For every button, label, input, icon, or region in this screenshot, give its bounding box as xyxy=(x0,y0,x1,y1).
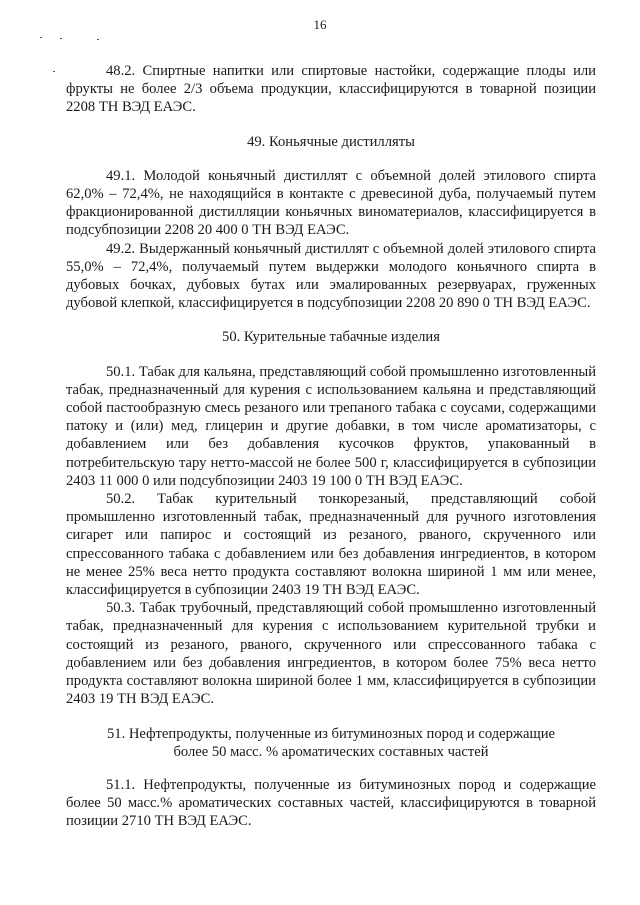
page-number: 16 xyxy=(313,17,327,32)
paragraph-49-1: 49.1. Молодой коньячный дистиллят с объемной долей этилового спирта 62,0% – 72,4%, не находящийся в контакте с древесиной дуба, получаемый путем фракционированной дистилляции коньячных виноматериалов, классифицируется в подсубпозиции 2208 20 400 0 ТН ВЭД ЕАЭС. xyxy=(66,167,596,239)
scan-speck xyxy=(60,38,62,39)
paragraph-49-2: 49.2. Выдержанный коньячный дистиллят с объемной долей этилового спирта 55,0% – 72,4%, получаемый путем выдержки молодого коньячного спирта в дубовых бочках, дубовых бутах или эмалированных резервуарах, груженных дубовой клепкой, классифицируется в подсубпозиции 2208 20 890 0 ТН ВЭД ЕАЭС. xyxy=(66,240,596,312)
scan-speck xyxy=(40,37,42,38)
paragraph-48-2: 48.2. Спиртные напитки или спиртовые настойки, содержащие плоды или фрукты не более 2/3 объема продукции, классифицируются в товарной позиции 2208 ТН ВЭД ЕАЭС. xyxy=(66,63,596,116)
scan-speck xyxy=(97,39,99,40)
paragraph-50-3: 50.3. Табак трубочный, представляющий собой промышленно изготовленный табак, предназначенный для курения с использованием курительной трубки и состоящий из резаного, рваного, скрученного или спрессованного табака с добавлением или без добавления ингредиентов, в котором более 75% веса нетто продукта составляют волокна шириной более 1 мм, классифицируется в субпозиции 2403 19 ТН ВЭД ЕАЭС. xyxy=(66,600,596,708)
section-heading-51-line-1: 51. Нефтепродукты, полученные из битуминозных пород и содержащие xyxy=(106,725,556,742)
scan-speck xyxy=(53,71,55,72)
paragraph-51-1: 51.1. Нефтепродукты, полученные из битуминозных пород и содержащие более 50 масс.% ароматических составных частей, классифицируются в товарной позиции 2710 ТН ВЭД ЕАЭС. xyxy=(66,776,596,830)
section-heading-51 xyxy=(66,725,596,761)
section-heading-50: 50. Курительные табачные изделия xyxy=(222,329,440,346)
section-heading-49: 49. Коньячные дистилляты xyxy=(247,133,415,150)
paragraph-50-1: 50.1. Табак для кальяна, представляющий собой промышленно изготовленный табак, предназначенный для курения с использованием кальяна и представляющий собой пастообразную смесь резаного или трепаного табака с соусами, содержащими патоку и (или) мед, глицерин и другие добавки, в том числе ароматизаторы, с добавлением или без добавления кусочков фруктов, упакованный в потребительскую тару нетто-массой не более 500 г, классифицируется в субпозиции 2403 11 000 0 или подсубпозиции 2403 19 100 0 ТН ВЭД ЕАЭС. xyxy=(66,363,596,489)
document-body xyxy=(66,62,596,831)
paragraph-50-2: 50.2. Табак курительный тонкорезаный, представляющий собой промышленно изготовленный табак, предназначенный для ручного изготовления сигарет или папирос и состоящий из резаного, рваного, скрученного или спрессованного табака с добавлением или без добавления ингредиентов, в котором не менее 25% веса нетто продукта составляют волокна шириной 1 мм или менее, классифицируется в субпозиции 2403 19 ТН ВЭД ЕАЭС. xyxy=(66,491,596,599)
section-heading-51-line-2: более 50 масс. % ароматических составных частей xyxy=(173,743,489,760)
